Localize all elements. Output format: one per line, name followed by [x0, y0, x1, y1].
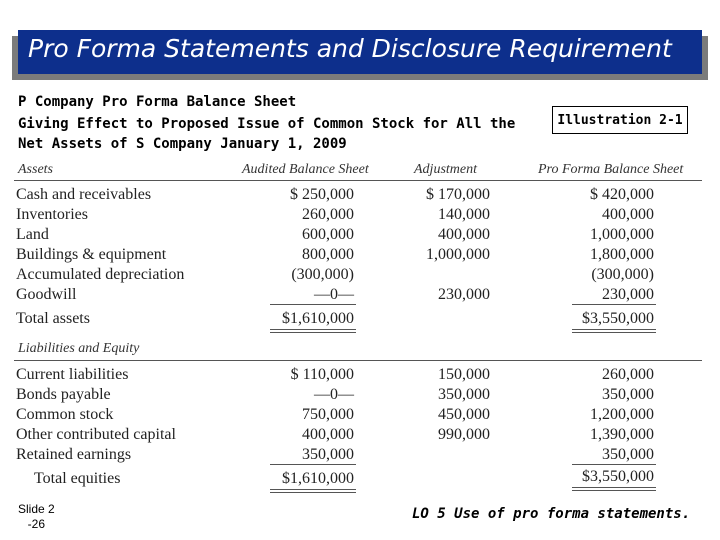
liability-row-label: Common stock	[16, 406, 114, 423]
adjustment-header: Adjustment	[414, 162, 477, 177]
total-assets-label: Total assets	[16, 310, 90, 327]
liability-row-label: Other contributed capital	[16, 426, 176, 443]
equities-total-rule-audited-1	[270, 489, 356, 490]
liability-row-pro-forma: 350,000	[602, 386, 654, 403]
asset-row-label: Accumulated depreciation	[16, 266, 185, 283]
total-equities-label: Total equities	[34, 470, 121, 487]
liability-row-audited: —0—	[314, 386, 354, 403]
liability-row-adjustment: 150,000	[438, 366, 490, 383]
asset-row-pro-forma: 1,000,000	[590, 226, 654, 243]
assets-total-rule-proforma-2	[572, 332, 656, 333]
asset-row-audited: $ 250,000	[290, 186, 354, 203]
liabilities-header: Liabilities and Equity	[18, 341, 140, 356]
illustration-label: Illustration 2-1	[552, 106, 688, 134]
asset-row-audited: (300,000)	[291, 266, 354, 283]
asset-row-pro-forma: $ 420,000	[590, 186, 654, 203]
asset-row-adjustment: 400,000	[438, 226, 490, 243]
asset-row-label: Cash and receivables	[16, 186, 152, 203]
liability-row-audited: 750,000	[302, 406, 354, 423]
asset-row-label: Goodwill	[16, 286, 77, 303]
subtitle-line-2: Giving Effect to Proposed Issue of Common Stock for All the	[18, 116, 516, 132]
liability-row-label: Current liabilities	[16, 366, 129, 383]
slide-number	[18, 502, 55, 532]
total-assets-proforma: $3,550,000	[582, 310, 654, 327]
asset-row-pro-forma: 1,800,000	[590, 246, 654, 263]
liabilities-rule	[14, 360, 702, 361]
liability-row-audited: 400,000	[302, 426, 354, 443]
equities-total-rule-proforma-2	[572, 490, 656, 491]
total-equities-proforma: $3,550,000	[582, 468, 654, 485]
liability-row-label: Bonds payable	[16, 386, 111, 403]
equities-subtotal-rule-audited	[270, 464, 356, 465]
asset-row-label: Buildings & equipment	[16, 246, 167, 263]
equities-subtotal-rule-proforma	[572, 464, 656, 465]
asset-row-label: Land	[16, 226, 49, 243]
equities-total-rule-proforma-1	[572, 487, 656, 488]
liability-row-pro-forma: 1,200,000	[590, 406, 654, 423]
liability-row-audited: $ 110,000	[290, 366, 354, 383]
audited-header: Audited Balance Sheet	[242, 162, 369, 177]
header-rule	[14, 180, 702, 181]
liability-row-label: Retained earnings	[16, 446, 132, 463]
asset-row-audited: 800,000	[302, 246, 354, 263]
asset-row-adjustment: $ 170,000	[426, 186, 490, 203]
subtitle-line-1: P Company Pro Forma Balance Sheet	[18, 94, 297, 110]
asset-row-adjustment: 230,000	[438, 286, 490, 303]
liability-row-pro-forma: 1,390,000	[590, 426, 654, 443]
asset-row-adjustment: 140,000	[438, 206, 490, 223]
page-title: Pro Forma Statements and Disclosure Requirement	[28, 34, 672, 63]
asset-row-pro-forma: (300,000)	[591, 266, 654, 283]
pro-forma-header: Pro Forma Balance Sheet	[538, 162, 684, 177]
slide-number-line-2: -26	[27, 517, 46, 531]
liability-row-adjustment: 350,000	[438, 386, 490, 403]
total-equities-audited: $1,610,000	[282, 470, 354, 487]
liability-row-pro-forma: 350,000	[602, 446, 654, 463]
assets-subtotal-rule-proforma	[572, 304, 656, 305]
liability-row-pro-forma: 260,000	[602, 366, 654, 383]
asset-row-label: Inventories	[16, 206, 88, 223]
asset-row-audited: 260,000	[302, 206, 354, 223]
assets-total-rule-proforma-1	[572, 329, 656, 330]
learning-objective: LO 5 Use of pro forma statements.	[412, 506, 691, 522]
asset-row-adjustment: 1,000,000	[426, 246, 490, 263]
asset-row-pro-forma: 400,000	[602, 206, 654, 223]
asset-row-audited: —0—	[314, 286, 354, 303]
total-assets-audited: $1,610,000	[282, 310, 354, 327]
asset-row-pro-forma: 230,000	[602, 286, 654, 303]
assets-total-rule-audited-2	[270, 332, 356, 333]
liability-row-adjustment: 990,000	[438, 426, 490, 443]
subtitle-line-3: Net Assets of S Company January 1, 2009	[18, 136, 347, 152]
asset-row-audited: 600,000	[302, 226, 354, 243]
liability-row-adjustment: 450,000	[438, 406, 490, 423]
title-banner-shadow	[12, 36, 708, 80]
assets-subtotal-rule-audited	[270, 304, 356, 305]
equities-total-rule-audited-2	[270, 492, 356, 493]
assets-total-rule-audited-1	[270, 329, 356, 330]
title-banner	[18, 30, 702, 74]
slide-number-line-1: Slide 2	[18, 502, 55, 516]
assets-header: Assets	[18, 162, 53, 177]
liability-row-audited: 350,000	[302, 446, 354, 463]
